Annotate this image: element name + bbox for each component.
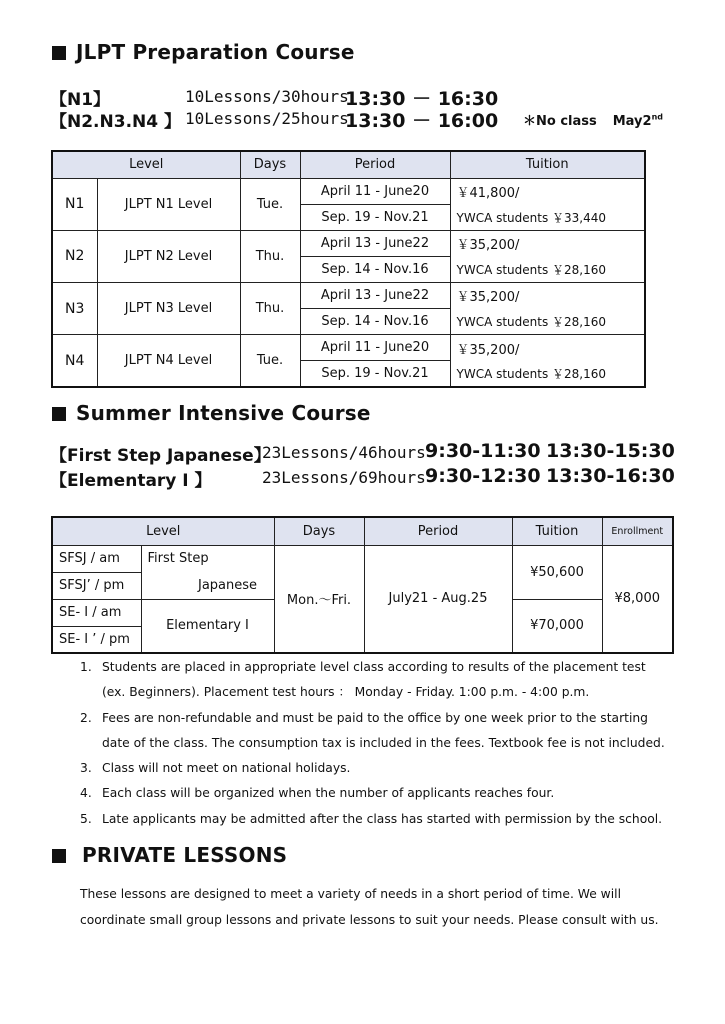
level-name: JLPT N2 Level bbox=[97, 230, 240, 282]
summer-fsj-lessons: 23Lessons/46hours bbox=[262, 443, 426, 462]
list-item bbox=[80, 680, 665, 705]
square-bullet-icon bbox=[52, 849, 66, 863]
header-period: Period bbox=[364, 517, 512, 545]
paragraph-line: These lessons are designed to meet a variety of needs in a short period of time. We will bbox=[80, 887, 621, 901]
note-text: Class will not meet on national holidays. bbox=[102, 761, 351, 776]
class-day: Thu. bbox=[240, 230, 300, 282]
header-tuition: Tuition bbox=[450, 151, 645, 178]
jlpt-heading bbox=[52, 40, 355, 64]
class-day: Thu. bbox=[240, 283, 300, 335]
square-bullet-icon bbox=[52, 407, 66, 421]
summer-fsj-time2: 13:30-15:30 bbox=[546, 440, 675, 462]
note-text: date of the class. The consumption tax is included in the fees. Textbook fee is not included. bbox=[102, 735, 665, 750]
table-row bbox=[52, 283, 645, 309]
period-fall: Sep. 19 - Nov.21 bbox=[300, 361, 450, 387]
table-row bbox=[52, 230, 645, 256]
list-item bbox=[80, 731, 665, 756]
summer-fsj-time1: 9:30-11:30 bbox=[425, 440, 541, 462]
level-name-line2: Japanese bbox=[141, 572, 274, 599]
class-period: July21 - Aug.25 bbox=[364, 545, 512, 653]
tuition-elementary: ¥70,000 bbox=[512, 599, 602, 653]
header-days: Days bbox=[274, 517, 364, 545]
list-item bbox=[80, 807, 665, 832]
summer-elem-label: 【Elementary I 】 bbox=[50, 471, 212, 491]
tuition-ywca: YWCA students ￥33,440 bbox=[450, 204, 645, 230]
tuition-fee: ￥35,200/ bbox=[450, 230, 645, 256]
jlpt-n2-label: 【N2.N3.N4 】 bbox=[50, 112, 182, 132]
class-day: Tue. bbox=[240, 335, 300, 387]
jlpt-n2-time: 13:30 － 16:00 bbox=[345, 110, 499, 132]
class-day: Tue. bbox=[240, 178, 300, 230]
tuition-fee: ￥35,200/ bbox=[450, 335, 645, 361]
tuition-fee: ￥41,800/ bbox=[450, 178, 645, 204]
summer-fsj-label: 【First Step Japanese】 bbox=[50, 446, 271, 466]
jlpt-n2-lessons: 10Lessons/25hours bbox=[185, 109, 349, 128]
paragraph-line: coordinate small group lessons and private lessons to suit your needs. Please consult with us. bbox=[80, 913, 659, 927]
list-item bbox=[80, 756, 665, 781]
header-days: Days bbox=[240, 151, 300, 178]
jlpt-header-row bbox=[52, 151, 645, 178]
jlpt-n1-label: 【N1】 bbox=[50, 90, 111, 110]
class-code: SE- I / am bbox=[52, 599, 141, 626]
period-fall: Sep. 14 - Nov.16 bbox=[300, 256, 450, 282]
summer-elem-lessons: 23Lessons/69hours bbox=[262, 468, 426, 487]
period-fall: Sep. 14 - Nov.16 bbox=[300, 309, 450, 335]
private-paragraph bbox=[80, 881, 659, 933]
private-heading bbox=[52, 843, 287, 867]
enrollment-fee: ¥8,000 bbox=[602, 545, 673, 653]
note-number: 5. bbox=[80, 811, 92, 826]
tuition-ywca: YWCA students ￥28,160 bbox=[450, 309, 645, 335]
level-name-line1: First Step bbox=[141, 545, 274, 572]
summer-header-row bbox=[52, 517, 673, 545]
no-class-note bbox=[523, 110, 663, 129]
square-bullet-icon bbox=[52, 46, 66, 60]
note-number: 4. bbox=[80, 786, 92, 801]
level-name: JLPT N1 Level bbox=[97, 178, 240, 230]
list-item bbox=[80, 655, 665, 680]
tuition-fee: ￥35,200/ bbox=[450, 283, 645, 309]
note-text: Fees are non-refundable and must be paid to the office by one week prior to the starting bbox=[102, 710, 648, 725]
no-class-date: May2 bbox=[612, 114, 652, 129]
header-level: Level bbox=[52, 151, 240, 178]
period-spring: April 13 - June22 bbox=[300, 283, 450, 309]
list-item bbox=[80, 781, 665, 806]
header-enrollment: Enrollment bbox=[602, 517, 673, 545]
summer-elem-time1: 9:30-12:30 bbox=[425, 465, 541, 487]
tuition-ywca: YWCA students ￥28,160 bbox=[450, 256, 645, 282]
class-code: SFSJ’ / pm bbox=[52, 572, 141, 599]
period-spring: April 11 - June20 bbox=[300, 335, 450, 361]
level-code: N4 bbox=[52, 335, 97, 387]
tuition-ywca: YWCA students ￥28,160 bbox=[450, 361, 645, 387]
note-number: 1. bbox=[80, 660, 92, 674]
note-number: 2. bbox=[80, 710, 92, 725]
summer-title: Summer Intensive Course bbox=[76, 401, 371, 425]
private-title: PRIVATE LESSONS bbox=[82, 843, 288, 867]
table-row bbox=[52, 335, 645, 361]
note-number: 3. bbox=[80, 761, 92, 776]
period-spring: April 11 - June20 bbox=[300, 178, 450, 204]
no-class-label: ＊No class bbox=[523, 114, 597, 129]
header-period: Period bbox=[300, 151, 450, 178]
notes-list bbox=[80, 655, 665, 832]
summer-table bbox=[51, 516, 674, 654]
level-code: N1 bbox=[52, 178, 97, 230]
header-tuition: Tuition bbox=[512, 517, 602, 545]
level-code: N3 bbox=[52, 283, 97, 335]
note-text: Late applicants may be admitted after the class has started with permission by the school. bbox=[102, 811, 663, 826]
note-text: Each class will be organized when the number of applicants reaches four. bbox=[102, 786, 555, 801]
note-text: (ex. Beginners). Placement test hours ： Monday - Friday. 1:00 p.m. - 4:00 p.m. bbox=[102, 685, 590, 700]
jlpt-title: JLPT Preparation Course bbox=[76, 40, 355, 64]
table-row bbox=[52, 545, 673, 572]
level-name-elementary: Elementary I bbox=[141, 599, 274, 653]
tuition-first-step: ¥50,600 bbox=[512, 545, 602, 599]
period-fall: Sep. 19 - Nov.21 bbox=[300, 204, 450, 230]
class-code: SE- I ’ / pm bbox=[52, 626, 141, 653]
no-class-sup: nd bbox=[651, 112, 664, 122]
level-name: JLPT N4 Level bbox=[97, 335, 240, 387]
level-name: JLPT N3 Level bbox=[97, 283, 240, 335]
class-days: Mon.～Fri. bbox=[274, 545, 364, 653]
jlpt-n1-lessons: 10Lessons/30hours bbox=[185, 87, 349, 106]
period-spring: April 13 - June22 bbox=[300, 230, 450, 256]
list-item bbox=[80, 706, 665, 731]
level-code: N2 bbox=[52, 230, 97, 282]
class-code: SFSJ / am bbox=[52, 545, 141, 572]
note-text: Students are placed in appropriate level class according to results of the placement test bbox=[102, 660, 646, 674]
summer-elem-time2: 13:30-16:30 bbox=[546, 465, 675, 487]
summer-heading bbox=[52, 401, 371, 425]
table-row bbox=[52, 178, 645, 204]
jlpt-table bbox=[51, 150, 646, 388]
header-level: Level bbox=[52, 517, 274, 545]
jlpt-n1-time: 13:30 － 16:30 bbox=[345, 88, 499, 110]
